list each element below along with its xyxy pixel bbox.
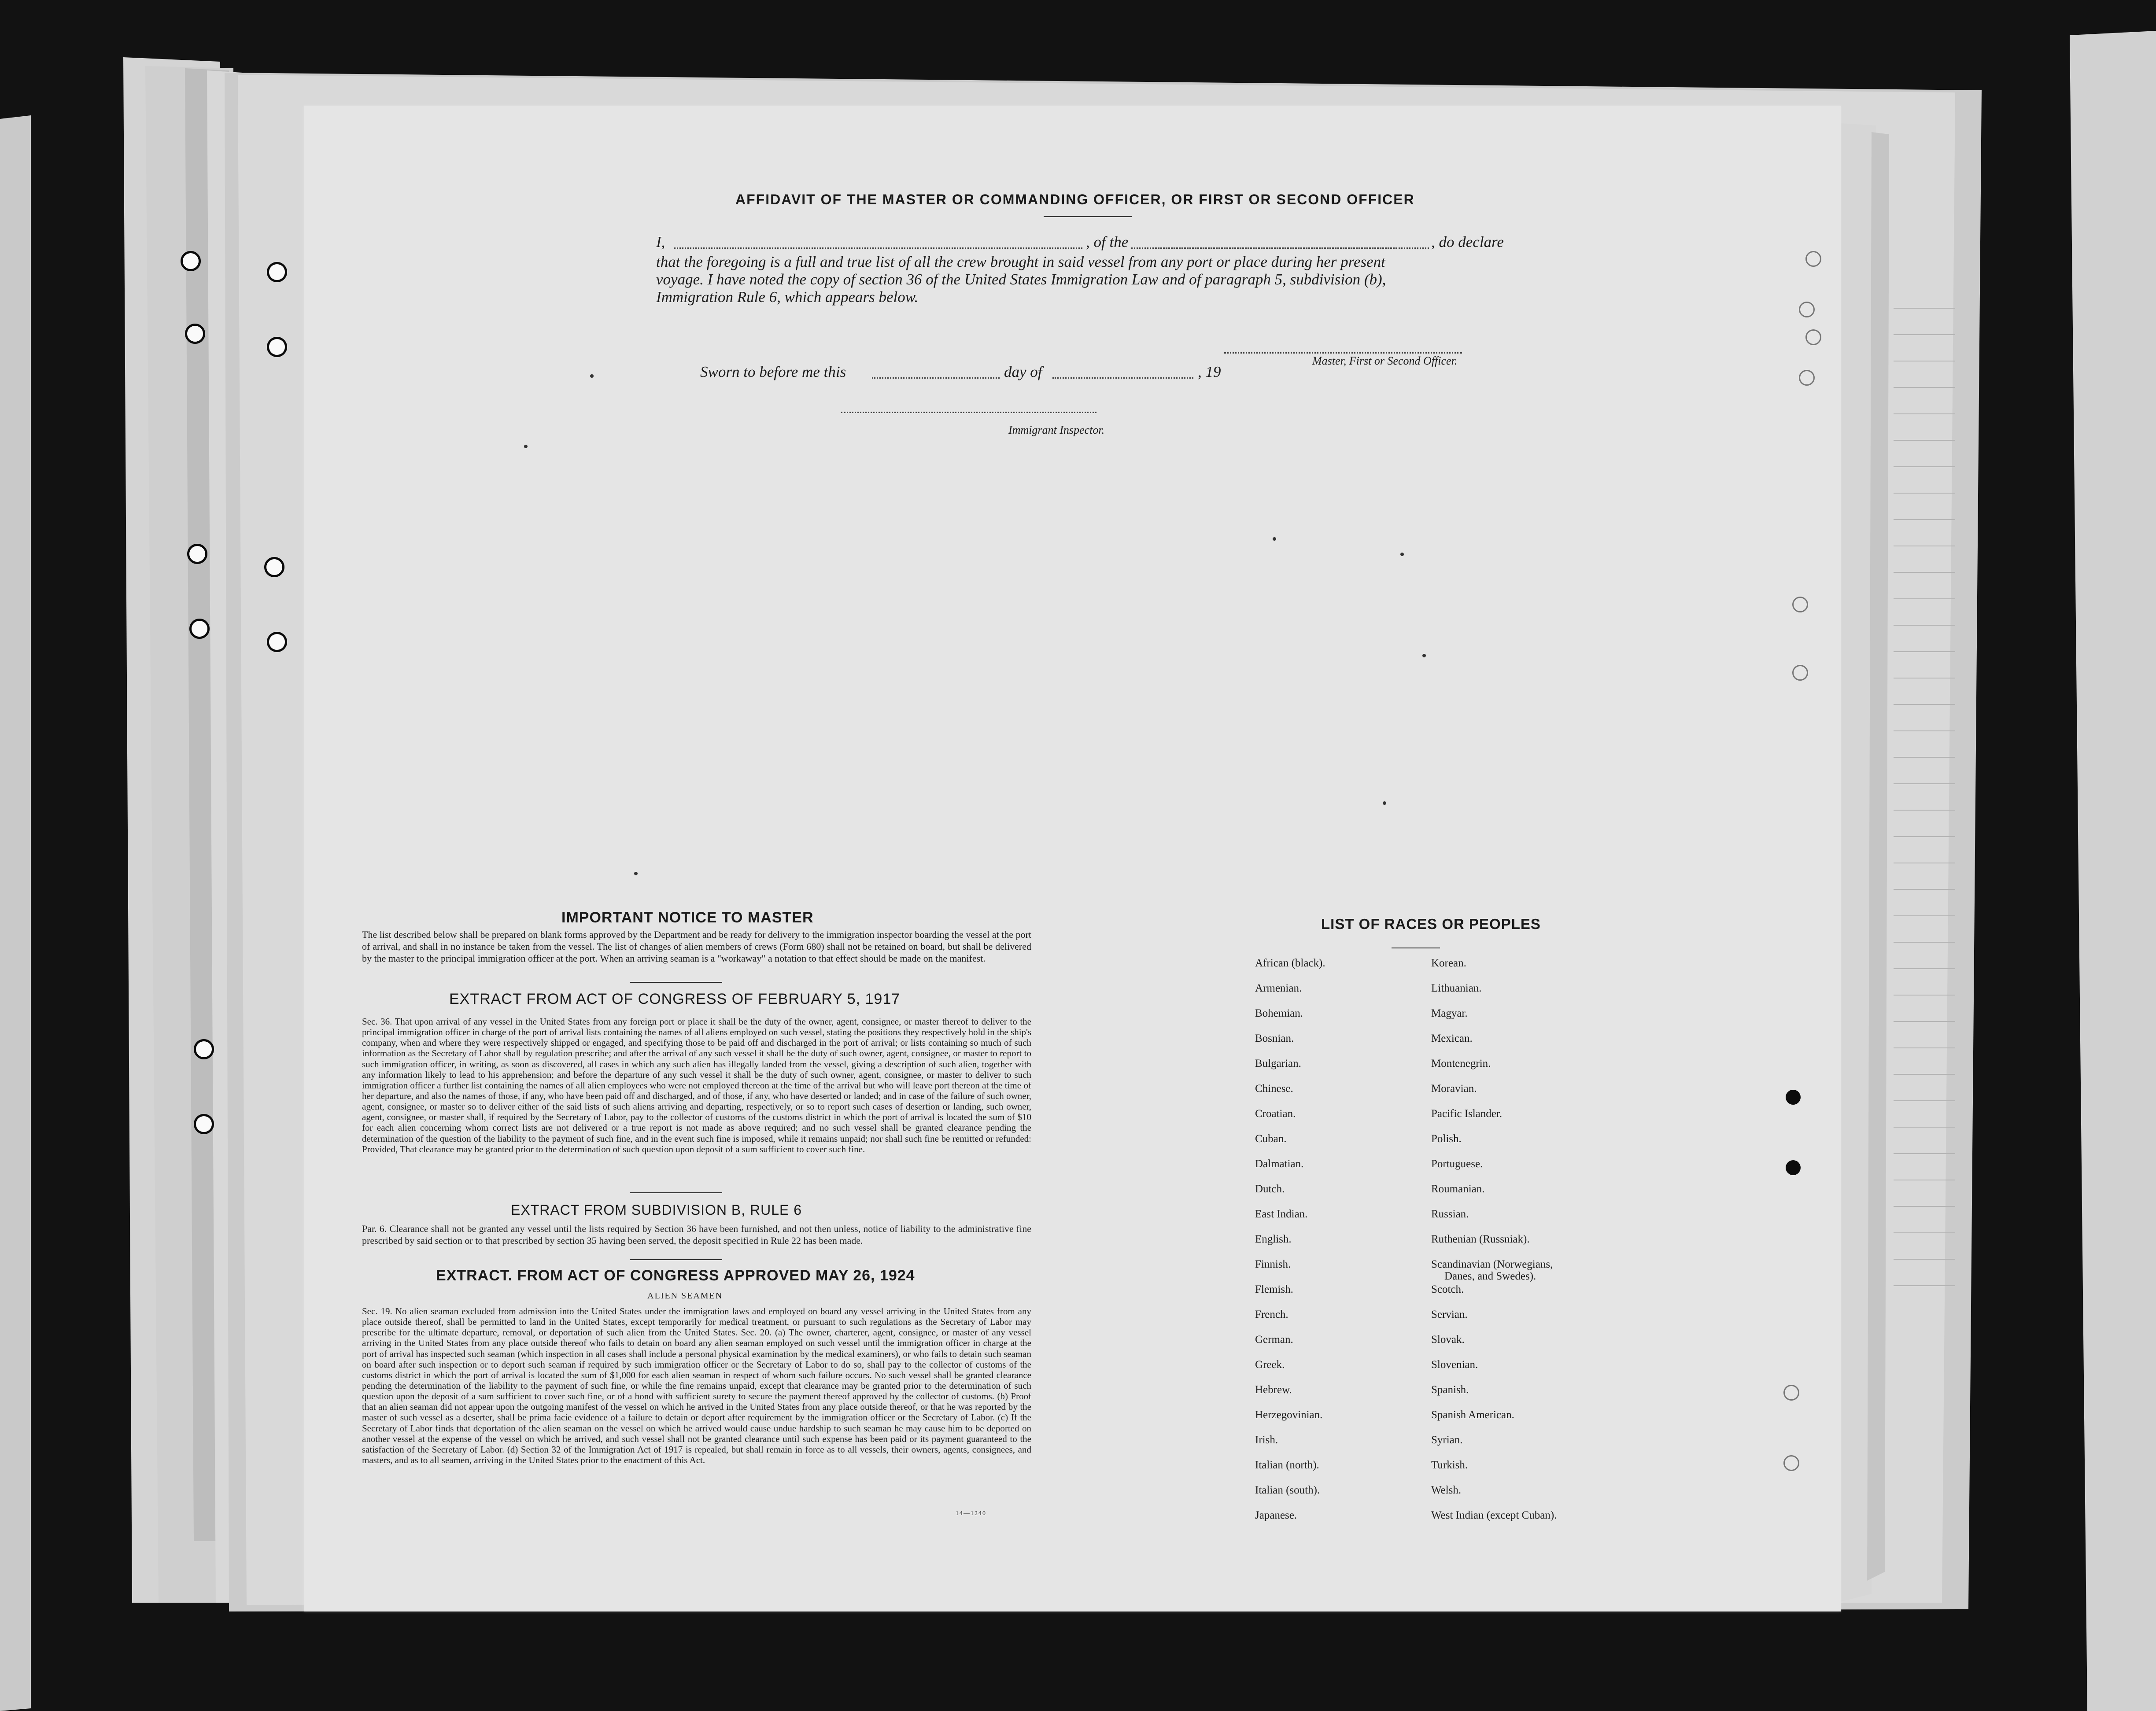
ink-mark [1422,654,1426,657]
binder-hole-left [185,324,205,344]
race-item: Chinese. [1255,1083,1293,1095]
race-item: West Indian (except Cuban). [1431,1509,1557,1521]
extract-1924-title: EXTRACT. FROM ACT OF CONGRESS APPROVED MAY 26, 1924 [436,1267,915,1284]
race-item: Italian (north). [1255,1459,1319,1471]
race-item: Russian. [1431,1208,1469,1220]
race-item: Finnish. [1255,1258,1291,1270]
affidavit-of-the: , of the [1083,233,1131,251]
race-item: Irish. [1255,1434,1278,1446]
race-item: Danes, and Swedes). [1444,1270,1536,1282]
race-item: Mexican. [1431,1032,1473,1044]
master-signature-line [1224,352,1462,354]
binder-hole-right [1783,1385,1799,1401]
binder-hole-right [1805,251,1821,267]
race-item: Bosnian. [1255,1032,1294,1044]
race-item: Portuguese. [1431,1158,1483,1170]
sworn-text: Sworn to before me this [700,363,846,380]
sworn-year: , 19 [1198,363,1221,380]
race-item: Roumanian. [1431,1183,1485,1195]
ink-mark [524,445,528,448]
ink-mark [590,374,594,378]
binder-hole-left [189,619,210,639]
binder-hole-left [267,632,287,652]
affidavit-line3: voyage. I have noted the copy of section 36 of the United States Immigration Law and of paragraph 5, subdivision (b), [656,271,1386,288]
race-item: East Indian. [1255,1208,1308,1220]
vessel-blank [1156,247,1429,249]
binder-hole-left [181,251,201,271]
race-item: Magyar. [1431,1007,1468,1019]
race-item: English. [1255,1233,1292,1245]
race-item: Scotch. [1431,1283,1464,1295]
notice-title: IMPORTANT NOTICE TO MASTER [561,909,814,926]
divider [630,1259,722,1260]
binder-hole-right [1783,1455,1799,1471]
ink-mark [1273,537,1276,541]
race-item: Herzegovinian. [1255,1409,1323,1421]
sworn-day-of: day of [1004,363,1042,380]
divider [630,1192,722,1193]
binder-hole-right [1792,665,1808,681]
ink-mark [1400,553,1404,556]
binder-hole-right [1786,1160,1801,1175]
binder-hole-right [1786,1090,1801,1105]
race-item: Flemish. [1255,1283,1293,1295]
title-underline [1044,216,1132,217]
extract-1917-body: Sec. 36. That upon arrival of any vessel in the United States from any foreign port or place it shall be the duty of the owner, agent, consignee, or master thereof to deliver to the principal immigration officer in charge of the port of arrival lists containing the names of all aliens employed on such vessel, stating the positions they respectively hold in the ship's company, when and where they were respectively shipped or engaged, and specifying those to be paid off and discharged in the port of arrival; or lists containing so much of such information as the Secretary of Labor shall by regulation prescribe; and after the arrival of any such vessel it shall be the duty of such owner, agent, consignee, or master to report to such immigration officer, in writing, as soon as discovered, all cases in which any such alien has illegally landed from the vessel, giving a description of such alien, together with any information likely to lead to his apprehension; and before the departure of any such vessel it shall be the duty of such owner, agent, consignee, or master to deliver to such immigration officer a further list containing the names of all alien employees who were not employed thereon at the time of the arrival but who will leave port thereon at the time of her departure, and also the names of those, if any, who have been paid off and discharged, and of those, if any, who have deserted or landed; and in case of the failure of such owner, agent, consignee, or master so to deliver either of the said lists of such aliens arriving and departing, respectively, or so to report such cases of desertion or landing, such owner, agent, consignee, or master shall, if required by the Secretary of Labor, pay to the collector of customs of the customs district in which the port of arrival is located the sum of $10 for each alien concerning whom correct lists are not delivered or a true report is not made as above required; and no such vessel shall be granted clearance pending the determination of the question of the liability to the payment of such fine, and in the event such fine is imposed, while it remains unpaid; nor shall such fine be remitted or refunded: Provided, That clearance may be granted prior to the determination of such question upon deposit of a sum sufficient to cover such fine. [362,1016,1031,1154]
race-item: Spanish American. [1431,1409,1514,1421]
race-item: Korean. [1431,957,1466,969]
binder-hole-left [267,337,287,357]
race-item: Greek. [1255,1359,1285,1371]
race-item: African (black). [1255,957,1325,969]
binder-hole-left [194,1114,214,1134]
affidavit-title: AFFIDAVIT OF THE MASTER OR COMMANDING OFFICER, OR FIRST OR SECOND OFFICER [735,192,1415,207]
race-item: Montenegrin. [1431,1058,1491,1069]
rule6-title: EXTRACT FROM SUBDIVISION B, RULE 6 [511,1202,802,1218]
race-item: Cuban. [1255,1133,1287,1145]
race-item: Polish. [1431,1133,1462,1145]
race-item: Scandinavian (Norwegians, [1431,1258,1553,1270]
ink-mark [1383,801,1386,805]
master-label: Master, First or Second Officer. [1312,354,1458,367]
race-item: Welsh. [1431,1484,1462,1496]
rule6-body: Par. 6. Clearance shall not be granted any vessel until the lists required by Section 36 have been furnished, and not then unless, notice of liability to the administrative fine prescribed by said section or to that prescribed by section 35 having been served, the deposit specified in Rule 22 has been made. [362,1223,1031,1246]
binder-hole-left [187,544,207,564]
race-item: Slovenian. [1431,1359,1478,1371]
race-item: German. [1255,1334,1293,1346]
binder-hole-left [194,1039,214,1059]
ink-mark [634,872,638,875]
binder-hole-right [1792,597,1808,612]
notice-body: The list described below shall be prepared on blank forms approved by the Department and be ready for delivery to the immigration inspector boarding the vessel at the port of arrival, and shall in no instance be taken from the vessel. The list of changes of alien members of crews (Form 680) shall not be retained on board, but shall be delivered by the master to the principal immigration officer at the port. When an arriving seaman is a "workaway" a notation to that effect should be made on the manifest. [362,929,1031,964]
race-item: Syrian. [1431,1434,1463,1446]
race-item: Ruthenian (Russniak). [1431,1233,1530,1245]
affidavit-line4: Immigration Rule 6, which appears below. [656,288,919,306]
binder-hole-right [1805,329,1821,345]
extract-1917-title: EXTRACT FROM ACT OF CONGRESS OF FEBRUARY 5, 1917 [449,991,901,1007]
binder-hole-left [264,557,284,577]
extract-1924-body: Sec. 19. No alien seaman excluded from admission into the United States under the immigration laws and employed on board any vessel arriving in the United States from any place outside thereof, shall be permitted to land in the United States, except temporarily for medical treatment, or pursuant to such regulations as the Secretary of Labor may prescribe for the ultimate departure, removal, or deportation of such alien from the United States. Sec. 20. (a) The owner, charterer, agent, consignee, or master of any vessel arriving in the United States from any place outside thereof who fails to detain on board any alien seaman employed on such vessel until the immigration officer in charge at the port of arrival has inspected such seaman (which inspection in all cases shall include a personal physical examination by the medical examiners), or who fails to detain such seaman on board after such inspection or to deport such seaman if required by such immigration officer or the Secretary of Labor to do so, shall pay to the collector of customs of the customs district in which the port of arrival is located the sum of $1,000 for each alien seaman in respect of whom such failure occurs. No such vessel shall be granted clearance pending the determination of the liability to the payment of such fine, or while the fine remains unpaid, except that clearance may be granted prior to the determination of such question upon the deposit of a sum sufficient to cover such fine, or of a bond with sufficient surety to secure the payment thereof approved by the collector of customs. (b) Proof that an alien seaman did not appear upon the outgoing manifest of the vessel on which he arrived in the United States from any place outside thereof, or that he was reported by the master of such vessel as a deserter, shall be prima facie evidence of a failure to detain or deport after requirement by the immigration officer or the Secretary of Labor. (c) If the Secretary of Labor finds that deportation of the alien seaman on the vessel on which he arrived would cause undue hardship to such seaman he may cause him to be deported on another vessel at the expense of the vessel on which he arrived, and such vessel shall not be granted clearance until such expense has been paid or its payment guaranteed to the satisfaction of the Secretary of Labor. (d) Section 32 of the Immigration Act of 1917 is repealed, but shall remain in force as to all vessels, their owners, agents, consignees, and masters, and as to all seamen, arriving in the United States prior to the enactment of this Act. [362,1306,1031,1465]
inspector-label: Immigrant Inspector. [1008,424,1105,436]
form-number: 14—1240 [956,1510,986,1517]
races-title: LIST OF RACES OR PEOPLES [1321,916,1541,932]
inspector-line [841,412,1096,413]
sworn-month-blank [1052,377,1193,379]
race-item: Bulgarian. [1255,1058,1301,1069]
race-item: Spanish. [1431,1384,1469,1396]
race-item: French. [1255,1309,1288,1320]
race-item: Bohemian. [1255,1007,1303,1019]
race-item: Moravian. [1431,1083,1477,1095]
race-item: Dalmatian. [1255,1158,1304,1170]
binder-hole-left [267,262,287,282]
race-item: Turkish. [1431,1459,1468,1471]
affidavit-line2: that the foregoing is a full and true list of all the crew brought in said vessel from any port or place during her present [656,253,1385,270]
race-item: Dutch. [1255,1183,1285,1195]
binder-hole-right [1799,370,1815,386]
extract-1924-subtitle: ALIEN SEAMEN [647,1291,723,1301]
race-item: Croatian. [1255,1108,1296,1120]
binder-hole-right [1799,302,1815,317]
race-item: Slovak. [1431,1334,1465,1346]
divider [630,982,722,983]
sworn-day-blank [872,377,1000,379]
affidavit-declare: , do declare [1431,233,1504,251]
race-item: Italian (south). [1255,1484,1320,1496]
race-item: Servian. [1431,1309,1468,1320]
race-item: Japanese. [1255,1509,1297,1521]
race-item: Armenian. [1255,982,1302,994]
affidavit-i: I, [656,233,665,251]
affidavit-sheet [304,106,1841,1611]
race-item: Pacific Islander. [1431,1108,1503,1120]
race-item: Hebrew. [1255,1384,1292,1396]
race-item: Lithuanian. [1431,982,1482,994]
